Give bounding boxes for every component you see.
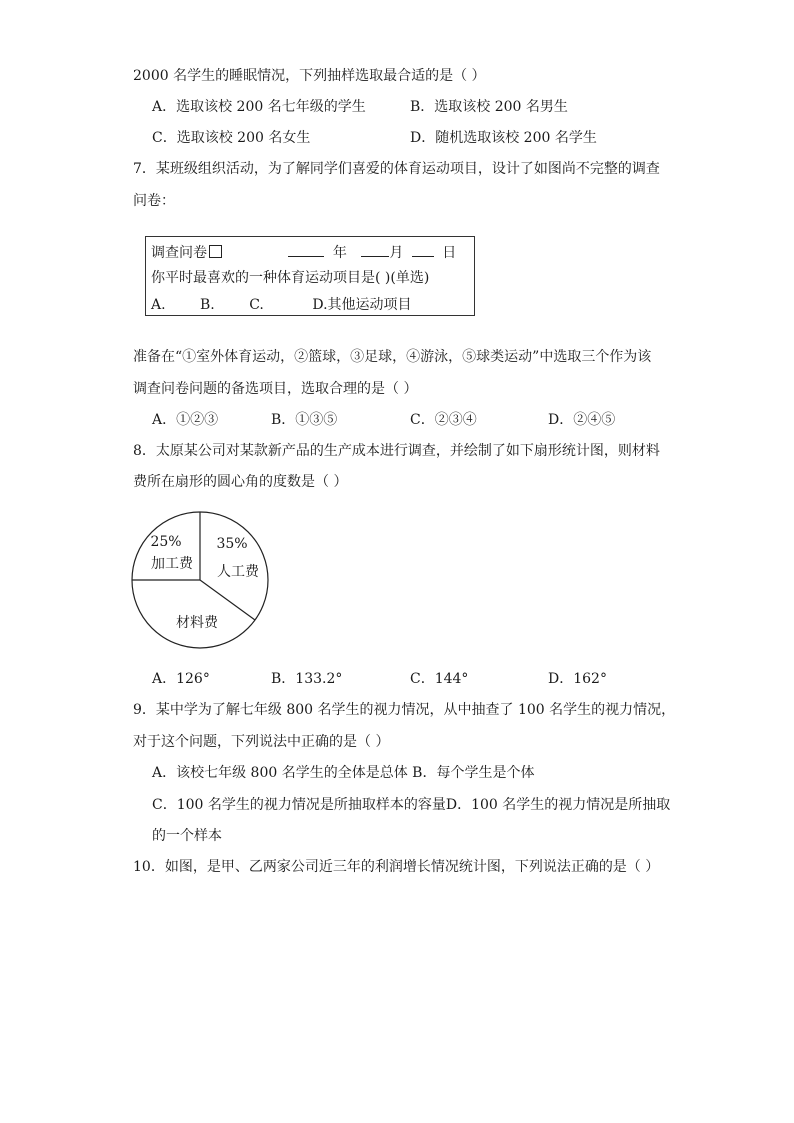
q9-options-cd: C．100 名学生的视力情况是所抽取样本的容量D．100 名学生的视力情况是所抽取 [152, 797, 671, 813]
q8-option-d: D．162° [548, 671, 607, 687]
year-blank [288, 242, 324, 257]
q6-option-c: C．选取该校 200 名女生 [152, 130, 311, 146]
q7-option-a: A．①②③ [152, 412, 219, 428]
month-blank [361, 242, 389, 257]
q8-option-c: C．144° [410, 671, 469, 687]
survey-questionnaire-box [145, 236, 475, 316]
survey-month-label: 月 [389, 245, 404, 261]
q8-stem-line2: 费所在扇形的圆心角的度数是（ ） [133, 474, 348, 490]
survey-choice-c: C. [249, 297, 264, 313]
q9-stem-line1: 9．某中学为了解七年级 800 名学生的视力情况，从中抽查了 100 名学生的视力情况， [133, 702, 676, 718]
day-blank [412, 242, 434, 257]
survey-choice-d: D.其他运动项目 [312, 297, 412, 313]
q9-options-ab: A．该校七年级 800 名学生的全体是总体 B．每个学生是个体 [152, 765, 535, 781]
pie-slice-label-2: 材料费 [176, 615, 218, 631]
survey-choices-row [151, 295, 412, 315]
q8-option-a: A．126° [152, 671, 210, 687]
pie-slice-label-0: 加工费 [151, 556, 193, 572]
q7-after-line1: 准备在“①室外体育运动，②篮球，③足球，④游泳，⑤球类运动”中选取三个作为该 [133, 349, 652, 365]
q7-stem-line2: 问卷： [133, 193, 175, 209]
pie-percent-label-1: 35% [216, 536, 248, 552]
q6-option-d: D．随机选取该校 200 名学生 [410, 130, 597, 146]
survey-year-label: 年 [332, 245, 347, 261]
q6-option-a: A．选取该校 200 名七年级的学生 [152, 99, 366, 115]
q7-stem-line1: 7．某班级组织活动，为了解同学们喜爱的体育运动项目，设计了如图尚不完整的调查 [133, 161, 660, 177]
q7-option-b: B．①③⑤ [271, 412, 338, 428]
q8-option-b: B．133.2° [271, 671, 343, 687]
q7-option-c: C．②③④ [410, 412, 477, 428]
q6-stem-cont: 2000 名学生的睡眠情况，下列抽样选取最合适的是（ ） [133, 68, 486, 84]
q9-stem-line2: 对于这个问题，下列说法中正确的是（ ） [133, 734, 390, 750]
survey-choice-a: A. [151, 297, 166, 313]
checkbox-square-icon [209, 245, 222, 258]
survey-choice-b: B. [200, 297, 215, 313]
q9-option-d-cont: 的一个样本 [152, 828, 222, 844]
pie-slice-label-1: 人工费 [217, 564, 259, 580]
survey-day-label: 日 [442, 245, 457, 261]
cost-pie-chart [130, 505, 275, 655]
q7-option-d: D．②④⑤ [548, 412, 616, 428]
survey-title: 调查问卷 [151, 245, 207, 261]
q10-stem: 10．如图，是甲、乙两家公司近三年的利润增长情况统计图，下列说法正确的是（ ） [133, 859, 660, 875]
survey-question: 你平时最喜欢的一种体育运动项目是( )(单选) [151, 270, 430, 286]
pie-percent-label-0: 25% [150, 534, 182, 550]
q6-option-b: B．选取该校 200 名男生 [410, 99, 568, 115]
q8-stem-line1: 8．太原某公司对某款新产品的生产成本进行调查，并绘制了如下扇形统计图，则材料 [133, 443, 660, 459]
survey-header-row [151, 242, 456, 263]
q7-after-line2: 调查问卷问题的备选项目，选取合理的是（ ） [133, 381, 418, 397]
